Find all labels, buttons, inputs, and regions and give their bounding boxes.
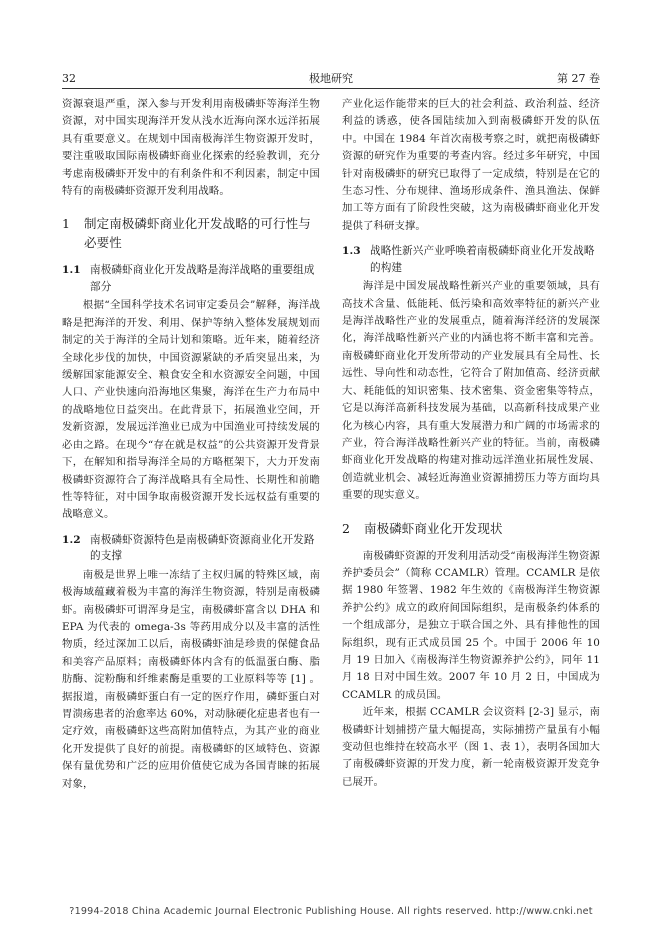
volume-number: 第 27 卷 [557, 72, 600, 85]
section-heading-2 [342, 519, 600, 538]
right-column [342, 96, 600, 791]
subsection-heading-1-2 [62, 532, 320, 565]
subsection-number: 1.1 [62, 264, 81, 277]
paragraph: 根据“全国科学技术名词审定委员会”解释，海洋战略是把海洋的开发、利用、保护等纳入整体发展规划而制定的关于海洋的全局计划和策略。近年来，随着经济全球化步伐的加快，中国资源紧缺的矛盾突显出来，为缓解国家能源安全、粮食安全和水资源安全问题，中国人口、产业快速向沿海地区集聚，海洋在生产力布局中的战略地位日益突出。在此背景下，拓展渔业空间，开发新资源，发展远洋渔业已成为中国渔业可持续发展的必由之路。在现今“存在就是权益”的公共资源开发背景下，在解知和指导海洋全局的方略框架下，大力开发南极磷虾资源符合了海洋战略具有全局性、长期性和前瞻性等特征，对中国争取南极资源开发长远权益有重要的战略意义。 [62, 299, 320, 521]
journal-name: 极地研究 [309, 72, 353, 85]
paragraph: 产业化运作能带来的巨大的社会利益、政治利益、经济利益的诱惑，使各国陆续加入到南极磷虾开发的队伍中。中国在 1984 年首次南极考察之时，就把南极磷虾资源的研究作为重要的考查内容。经过多年研究，中国针对南极磷虾的研究已取得了一定成绩，特别是在它的生态习性、分布规律、渔场形成条件、渔具渔法、保鲜加工等方面有了阶段性突破，这为南极磷虾商业化开发提供了科研支撑。 [342, 98, 600, 232]
subsection-number: 1.2 [62, 533, 81, 546]
subsection-title: 南极磷虾资源特色是南极磷虾资源商业化开发路的支撑 [90, 533, 315, 563]
subsection-title: 战略性新兴产业呼唤着南极磷虾商业化开发战略的构建 [370, 245, 595, 274]
paragraph: 近年来，根据 CCAMLR 会议资料 [2-3] 显示，南极磷虾计划捕捞产量大幅提高，实际捕捞产量虽有小幅变动但也维持在较高水平（图 1、表 1），表明各国加大了南极磷虾资源的开发力度，新一轮南极资源开发竞争已展开。 [342, 706, 600, 788]
paragraph: 南极磷虾资源的开发利用活动受“南极海洋生物资源养护委员会”（简称 CCAMLR）管理。CCAMLR 是依据 1980 年签署、1982 年生效的《南极海洋生物资源养护公约》成立的政府间国际组织，是南极条约体系的一个组成部分，是独立于联合国之外、具有排他性的国际组织，现有正式成员国 25 个。中国于 2006 年 10 月 19 日加入《南极海洋生物资源养护公约》，同年 11 月 18 日对中国生效。2007 年 10 月 2 日，中国成为 CCAMLR 的成员国。 [342, 549, 600, 701]
subsection-heading-1-3 [342, 243, 600, 276]
left-column [62, 96, 320, 793]
section-number: 1 [62, 216, 71, 232]
header-rule [62, 88, 600, 89]
paragraph: 南极是世界上唯一冻结了主权归属的特殊区域，南极海域蕴藏着极为丰富的海洋生物资源，特别是南极磷虾。南极磷虾可谓浑身是宝，南极磷虾富含以 DHA 和 EPA 为代表的 omega-3s 等药用成分以及丰富的活性物质，经过深加工以后，南极磷虾油是珍贵的保健食品和美容产品原料；南极磷虾体内含有的低温蛋白酶、脂肪酶、淀粉酶和纤维素酶是重要的工业原料等等 [1] 。据报道，南极磷虾蛋白有一定的医疗作用，磷虾蛋白对胃溃疡患者的治愈率达 60%，对动脉硬化症患者也有一定疗效，南极磷虾这些高附加值特点，为其产业的商业化开发提供了良好的前提。南极磷虾的区域特色、资源保有量优势和广泛的应用价值使它成为各国青睐的拓展对象， [62, 568, 320, 790]
subsection-title: 南极磷虾商业化开发战略是海洋战略的重要组成部分 [90, 264, 315, 293]
section-number: 2 [342, 520, 351, 536]
paragraph: 海洋是中国发展战略性新兴产业的重要领域，具有高技术含量、低能耗、低污染和高效率特征的新兴产业是海洋战略性产业的发展重点，随着海洋经济的发展深化，海洋战略性新兴产业的内涵也将不断丰富和完善。南极磷虾商业化开发所带动的产业发展具有全局性、长远性、导向性和动态性，它符合了附加值高、经济贡献大、耗能低的知识密集、技术密集、资金密集等特点，它是以海洋高新科技发展为基础，以高新科技成果产业化为核心内容，具有重大发展潜力和广阔的市场需求的产业，符合海洋战略性新兴产业的特征。当前，南极磷虾商业化开发战略的构建对推动远洋渔业拓展性发展、创造就业机会、减轻近海渔业资源捕捞压力等方面均具重要的现实意义。 [342, 280, 600, 502]
section-title: 制定南极磷虾商业化开发战略的可行性与必要性 [84, 216, 311, 251]
running-header [62, 70, 600, 88]
copyright-footer: ?1994-2018 China Academic Journal Electronic Publishing House. All rights reserved. http://www.cnki.net [69, 906, 593, 917]
paragraph: 资源衰退严重，深入参与开发利用南极磷虾等海洋生物资源，对中国实现海洋开发从浅水近海向深水远洋拓展具有重要意义。在规划中国南极海洋生物资源开发时，要注重吸取国际南极磷虾商业化探索的经验教训，充分考虑南极磷虾开发中的有利条件和不利因素，制定中国特有的南极磷虾资源开发利用战略。 [62, 98, 320, 198]
subsection-number: 1.3 [342, 245, 361, 258]
page-number: 32 [62, 72, 76, 85]
section-title: 南极磷虾商业化开发现状 [364, 520, 503, 536]
subsection-heading-1-1 [62, 262, 320, 295]
section-heading-1 [62, 214, 320, 252]
